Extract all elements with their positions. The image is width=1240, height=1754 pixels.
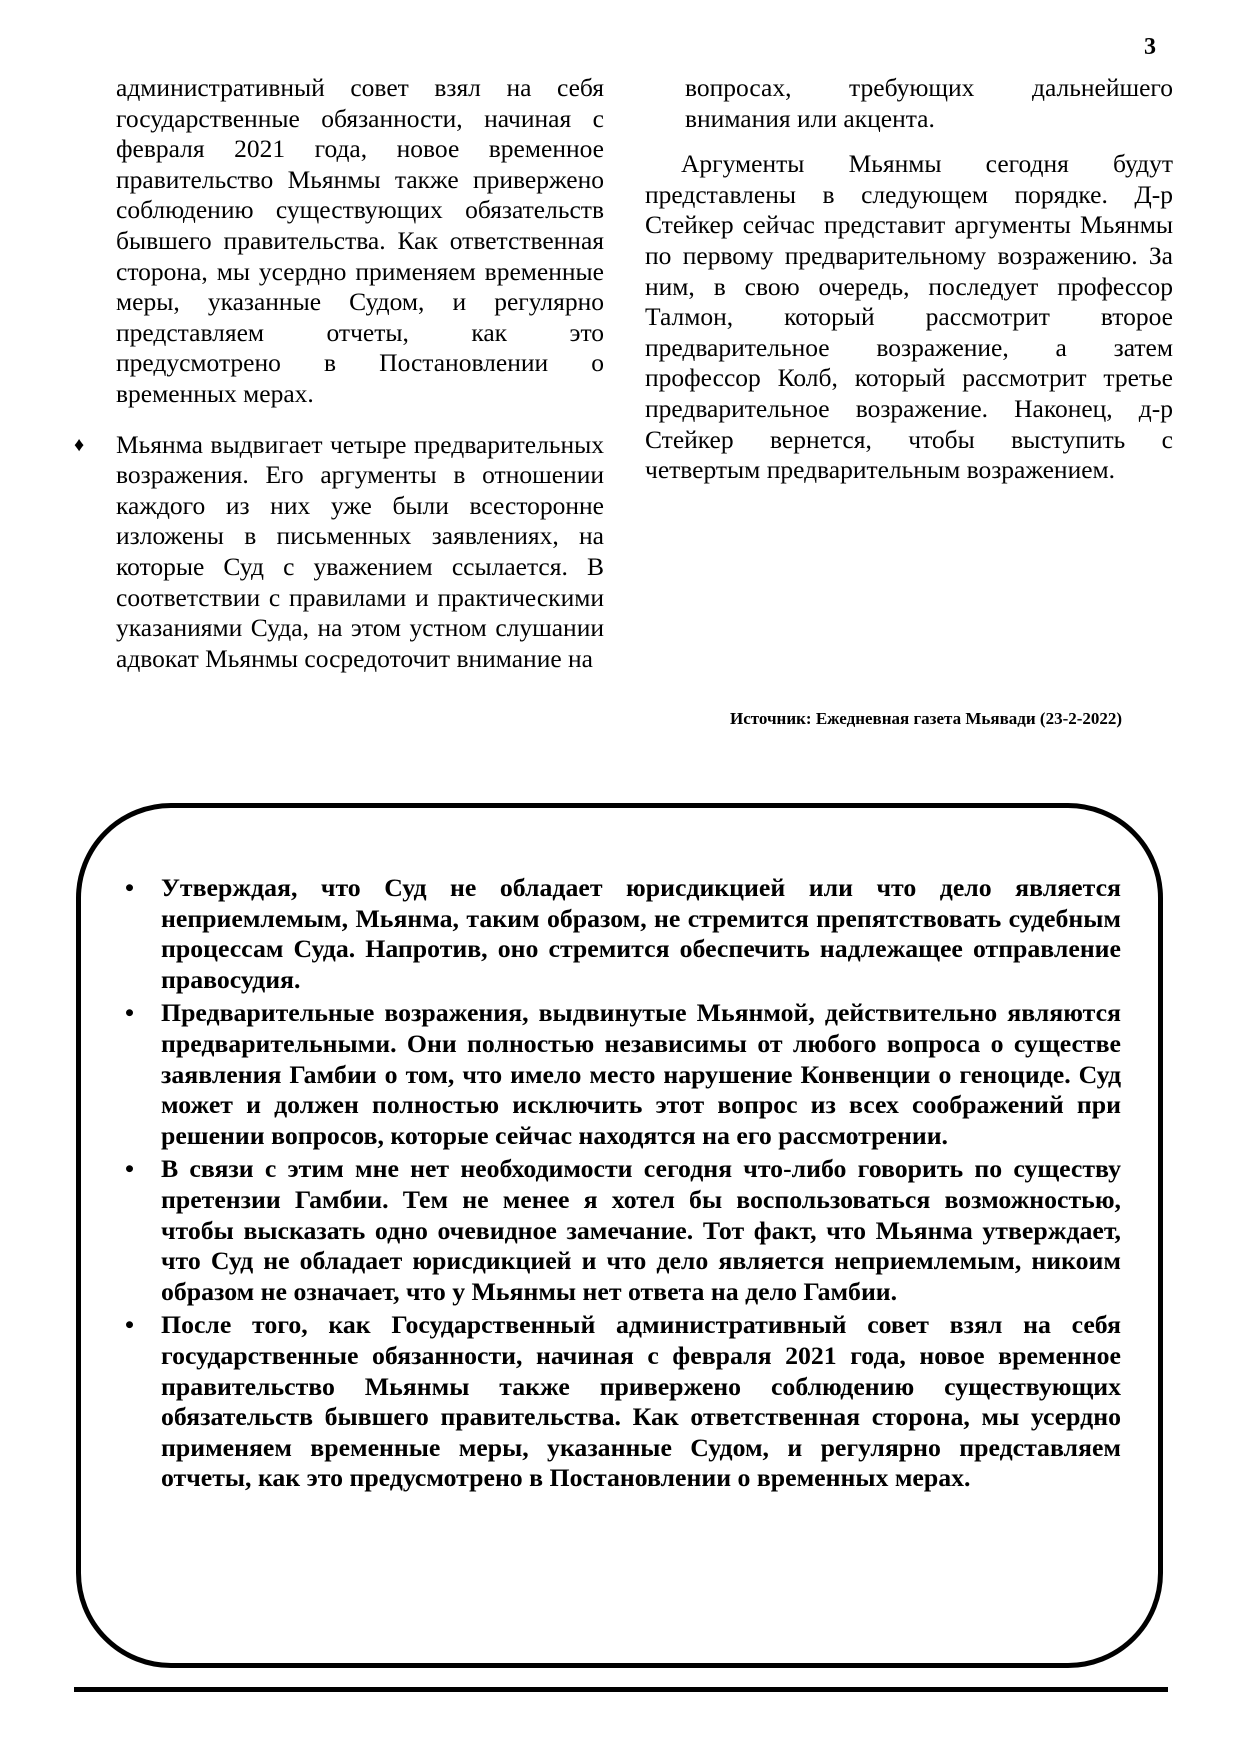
diamond-bullet-icon: ♦ <box>74 433 85 456</box>
callout-item-text: В связи с этим мне нет необходимости сегодня что-либо говорить по существу претензии Гамбии. Тем не менее я хотел бы воспользоваться возможностью, чтобы высказать одно очевидное замечание. Тот факт, что Мьянма утверждает, что Суд не обладает юрисдикцией и что дело является неприемлемым, никоим образом не означает, что у Мьянмы нет ответа на дело Гамбии. <box>161 1154 1121 1306</box>
diamond-bullet-item <box>74 429 604 675</box>
callout-box <box>76 803 1163 1668</box>
bullet-dot-icon: • <box>125 1154 135 1184</box>
page-number: 3 <box>1144 34 1156 60</box>
callout-list <box>81 873 1121 1497</box>
callout-list-item <box>125 1310 1121 1494</box>
left-column <box>74 73 604 674</box>
source-citation: Источник: Ежедневная газета Мьявади (23-2-2022) <box>730 709 1123 728</box>
callout-list-item <box>125 998 1121 1151</box>
right-column <box>645 73 1173 486</box>
diamond-bullet-text: Мьянма выдвигает четыре предварительных возражения. Его аргументы в отношении каждого из них уже были всесторонне изложены в письменных заявлениях, на которые Суд с уважением ссылается. В соответствии с правилами и практическими указаниями Суда, на этом устном слушании адвокат Мьянмы сосредоточит внимание на <box>116 429 604 673</box>
callout-list-item <box>125 1154 1121 1307</box>
bullet-dot-icon: • <box>125 998 135 1028</box>
callout-list-item <box>125 873 1121 995</box>
callout-item-text: Утверждая, что Суд не обладает юрисдикцией или что дело является неприемлемым, Мьянма, таким образом, не стремится препятствовать судебным процессам Суда. Напротив, оно стремится обеспечить надлежащее отправление правосудия. <box>161 873 1121 994</box>
callout-item-text: После того, как Государственный административный совет взял на себя государственные обязанности, начиная с февраля 2021 года, новое временное правительство Мьянмы также привержено соблюдению существующих обязательств бывшего правительства. Как ответственная сторона, мы усердно применяем временные меры, указанные Судом, и регулярно представляем отчеты, как это предусмотрено в Постановлении о временных мерах. <box>161 1310 1121 1493</box>
right-column-paragraph: Аргументы Мьянмы сегодня будут представлены в следующем порядке. Д-р Стейкер сейчас представит аргументы Мьянмы по первому предварительному возражению. За ним, в свою очередь, последует профессор Талмон, который рассмотрит второе предварительное возражение, а затем профессор Колб, который рассмотрит третье предварительное возражение. Наконец, д-р Стейкер вернется, чтобы выступить с четвертым предварительным возражением. <box>645 149 1173 485</box>
right-column-continuation: вопросах, требующих дальнейшего внимания или акцента. <box>685 73 1173 133</box>
callout-item-text: Предварительные возражения, выдвинутые Мьянмой, действительно являются предварительными. Они полностью независимы от любого вопроса о существе заявления Гамбии о том, что имело место нарушение Конвенции о геноциде. Суд может и должен полностью исключить этот вопрос из всех соображений при решении вопросов, которые сейчас находятся на его рассмотрении. <box>161 998 1121 1150</box>
bullet-dot-icon: • <box>125 873 135 902</box>
bottom-rule-divider <box>74 1687 1168 1692</box>
bullet-dot-icon: • <box>125 1310 135 1340</box>
left-column-continuation: административный совет взял на себя государственные обязанности, начиная с февраля 2021 года, новое временное правительство Мьянмы также привержено соблюдению существующих обязательств бывшего правительства. Как ответственная сторона, мы усердно применяем временные меры, указанные Судом, и регулярно представляем отчеты, как это предусмотрено в Постановлении о временных мерах. <box>116 73 604 408</box>
